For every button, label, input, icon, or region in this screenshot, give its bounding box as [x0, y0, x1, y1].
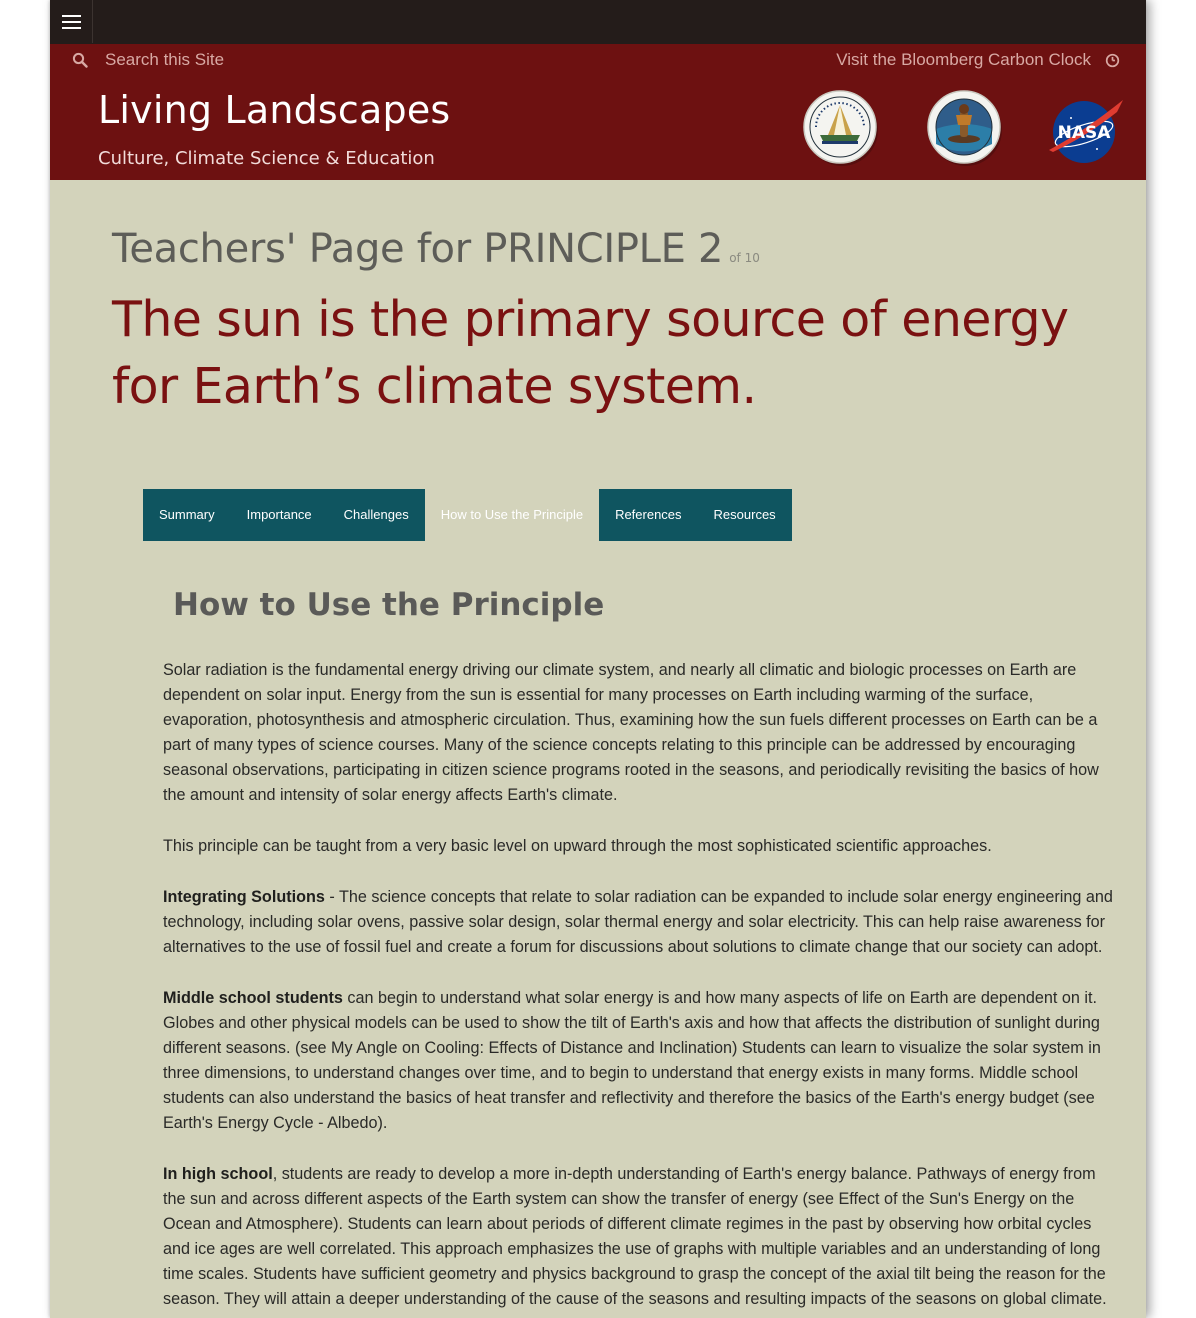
section-content	[163, 658, 1113, 1318]
tab-summary[interactable]: Summary	[143, 489, 231, 541]
top-bar	[50, 0, 1146, 44]
tab-how-to-use[interactable]: How to Use the Principle	[425, 489, 599, 541]
middle-school-text: can begin to understand what solar energy is and how many aspects of life on Earth are dependent on it. Globes and other physical models can be used to show the tilt of Earth's axis and how that affects the distribution of sunlight during different seasons. (see My Angle on Cooling: Effects of Distance and Inclination) Students can learn to visualize the solar system in three dimensions, to understand changes over time, and to begin to understand that energy exists in many forms. Middle school students can also understand the basics of heat transfer and reflectivity and therefore the basics of the Earth's energy budget (see Earth's Energy Cycle - Albedo).	[163, 989, 1101, 1132]
paragraph-intro: Solar radiation is the fundamental energy driving our climate system, and nearly all climatic and biologic processes on Earth are dependent on solar input. Energy from the sun is essential for many processes on Earth including warming of the surface, evaporation, photosynthesis and atmospheric circulation. Thus, examining how the sun fuels different processes on Earth can be a part of many types of science courses. Many of the science concepts relating to this principle can be addressed by encouraging seasonal observations, participating in citizen science programs rooted in the seasons, and periodically revisiting the basics of how the amount and intensity of solar energy affects Earth's climate.	[163, 661, 1099, 804]
search-bar[interactable]	[72, 48, 224, 72]
high-school-text: , students are ready to develop a more in-depth understanding of Earth's energy balance. Pathways of energy from the sun and across different aspects of the Earth system can show the transfer of energy (see Effect of the Sun's Energy on the Ocean and Atmosphere). Students can learn about periods of different climate regimes in the past by observing how orbital cycles and ice ages are well correlated. This approach emphasizes the use of graphs with multiple variables and an understanding of long time scales. Students have sufficient geometry and physics background to grasp the concept of the axial tilt being the reason for the season. They will attain a deeper understanding of the cause of the seasons and resulting impacts of the seasons on global climate.	[163, 1165, 1107, 1308]
site-header	[50, 44, 1146, 180]
section-title: How to Use the Principle	[173, 587, 605, 623]
tab-references[interactable]: References	[599, 489, 697, 541]
paragraph-middle-school	[163, 986, 1113, 1136]
carbon-clock-label[interactable]: Visit the Bloomberg Carbon Clock	[836, 50, 1091, 69]
site-title[interactable]: Living Landscapes	[98, 88, 451, 132]
carbon-clock-link[interactable]	[836, 48, 1120, 72]
middle-school-lead: Middle school students	[163, 989, 343, 1007]
solutions-lead: Integrating Solutions	[163, 888, 325, 906]
principle-label	[112, 226, 760, 272]
principle-statement: The sun is the primary source of energy for Earth’s climate system.	[112, 291, 1069, 415]
principle-label-text: Teachers' Page for PRINCIPLE 2	[112, 226, 724, 272]
tab-challenges[interactable]: Challenges	[328, 489, 425, 541]
search-input[interactable]: Search this Site	[105, 50, 225, 69]
tribal-college-seal-icon[interactable]	[802, 89, 880, 167]
solutions-text: - The science concepts that relate to solar radiation can be expanded to include solar energy engineering and technology, including solar ovens, passive solar design, solar thermal energy and solar electricity. This can help raise awareness for alternatives to the use of fossil fuel and create a forum for discussions about solutions to climate change that our society can adopt.	[163, 888, 1113, 956]
nasa-logo-icon[interactable]	[1047, 94, 1125, 172]
paragraph-high-school	[163, 1162, 1113, 1312]
page	[50, 0, 1146, 1318]
search-icon	[72, 52, 88, 68]
high-school-lead: In high school	[163, 1165, 273, 1183]
tribes-seal-icon[interactable]	[926, 89, 1004, 167]
site-tagline: Culture, Climate Science & Education	[98, 148, 435, 169]
clock-icon	[1105, 53, 1120, 68]
principle-count: of 10	[729, 251, 760, 265]
tab-importance[interactable]: Importance	[231, 489, 328, 541]
hamburger-menu-icon[interactable]	[50, 0, 93, 43]
tab-bar	[143, 489, 792, 541]
paragraph-levels: This principle can be taught from a very basic level on upward through the most sophisticated scientific approaches.	[163, 837, 992, 855]
paragraph-solutions	[163, 885, 1113, 960]
tab-resources[interactable]: Resources	[698, 489, 792, 541]
nasa-logo-text: NASA	[1057, 123, 1111, 143]
